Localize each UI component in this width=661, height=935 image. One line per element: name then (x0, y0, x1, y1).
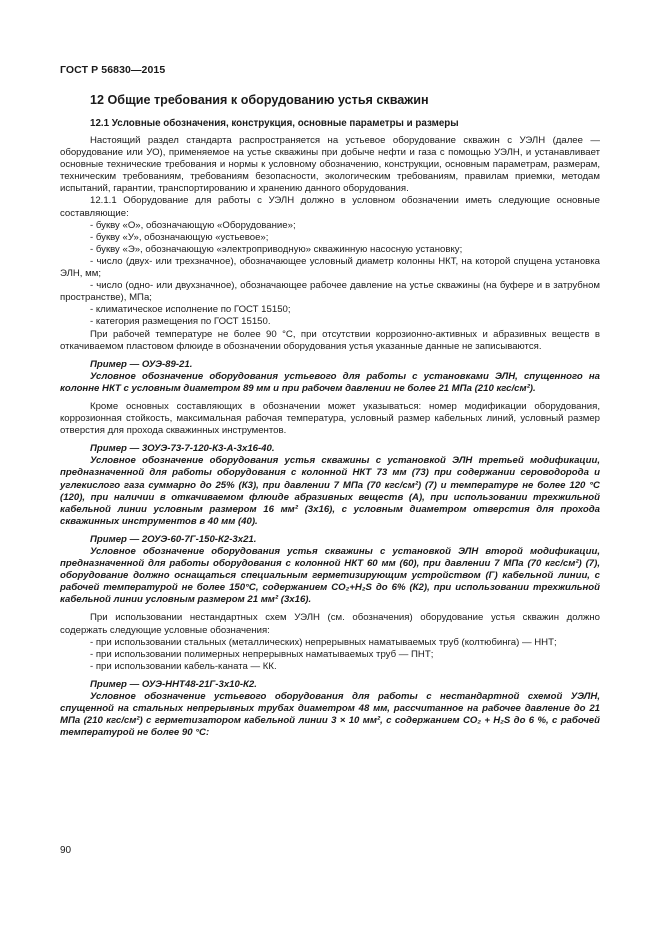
list-item: - при использовании полимерных непрерывных наматываемых труб — ПНТ; (90, 648, 434, 660)
standard-header: ГОСТ Р 56830—2015 (60, 64, 166, 76)
list-item: - категория размещения по ГОСТ 15150. (90, 316, 271, 328)
list-item: - климатическое исполнение по ГОСТ 15150; (90, 304, 291, 316)
example-text: Условное обозначение устьевого оборудования для работы с нестандартной схемой УЭЛН, спущенной на стальных непрерывных трубах диаметром 48 мм, рассчитанное на рабочее давление до 21 МПа (210 кгс/см²) с герметизатором кабельной линии 3 × 10 мм², с содержанием CO₂ + H₂S до 6 %, с рабочей температурой не более 90 °С: (60, 691, 600, 739)
intro-paragraph: Настоящий раздел стандарта распространяется на устьевое оборудование скважин с УЭЛН (далее — оборудование или УО), применяемое на устье скважины при добыче нефти и газа с помощью УЭЛН, и устанавливает основные технические требования и нормы к условному обозначению, конструкции, основным параметрам, размерам, техническим требованиям, требованиям безопасности, экологическим требованиям, правилам приемки, методам испытаний, гарантии, транспортированию и хранению данного оборудования. (60, 135, 600, 195)
example-title: Пример — 3ОУЭ-73-7-120-К3-А-3х16-40. (90, 443, 275, 455)
additional-components-paragraph: Кроме основных составляющих в обозначении может указываться: номер модификации оборудования, коррозионная стойкость, максимальная рабочая температура, условный размер кабельных линий, условный размер отверстия для прохода скважинных инструментов. (60, 400, 600, 437)
example-text: Условное обозначение оборудования устья скважины с установкой ЭЛН второй модификации, предназначенной для работы оборудования с колонной НКТ 60 мм (60), при давлении 7 МПа (70 кгс/см²) (7), оборудование должно оснащаться специальным герметизирующим устройством (Г) кабельной линии, с рабочей температурой не более 150°С, содержанием CO₂+H₂S до 6% (К2), при использовании трехжильной кабельной линии условным размером 21 мм² (3х16). (60, 546, 600, 606)
list-item: - при использовании кабель-каната — КК. (90, 660, 277, 672)
list-item: - букву «У», обозначающую «устьевое»; (90, 231, 269, 243)
example-text: Условное обозначение оборудования устьевого для работы с установками ЭЛН, спущенного на колонне НКТ с условным диаметром 89 мм и при рабочем давлении не более 21 МПа (210 кгс/см²). (60, 370, 600, 394)
subsection-title: 12.1 Условные обозначения, конструкция, основные параметры и размеры (90, 118, 459, 129)
list-item: - число (одно- или двухзначное), обозначающее рабочее давление на устье скважины (на буфере и в затрубном пространстве), МПа; (60, 280, 600, 304)
list-item: - букву «Э», обозначающую «электроприводную» скважинную насосную установку; (90, 243, 463, 255)
nonstandard-schemes-paragraph: При использовании нестандартных схем УЭЛН (см. обозначения) оборудование устья скважин должно содержать следующие условные обозначения: (60, 612, 600, 636)
example-title: Пример — ОУЭ-ННТ48-21Г-3х10-К2. (90, 678, 257, 690)
section-title: 12 Общие требования к оборудованию устья скважин (90, 93, 429, 107)
example-title: Пример — 2ОУЭ-60-7Г-150-К2-3х21. (90, 533, 257, 545)
page-number: 90 (60, 845, 72, 856)
list-item: - букву «О», обозначающую «Оборудование»; (90, 219, 296, 231)
list-item: - при использовании стальных (металлических) непрерывных наматываемых труб (колтюбинга) — ННТ; (90, 636, 557, 648)
document-body (60, 92, 600, 745)
list-item: - число (двух- или трехзначное), обозначающее условный диаметр колонны НКТ, на которой спущена установка ЭЛН, мм; (60, 255, 600, 280)
example-text: Условное обозначение оборудования устья скважины с установкой ЭЛН третьей модификации, предназначенной для работы оборудования с колонной НКТ 73 мм (73) при содержании сероводорода и углекислого газа суммарно до 25% (К3), при давлении 7 МПа (70 кгс/см²) (7) и температуре не более 120 °С (120), при наличии в откачиваемом флюиде абразивных веществ (А), при использовании трехжильной кабельной линии условным размером 16 мм² (3х16), с условным диаметром отверстия для прохода скважинных инструментов в 40 мм (40). (60, 455, 600, 527)
temperature-paragraph: При рабочей температуре не более 90 °С, при отсутствии коррозионно-активных и абразивных веществ в откачиваемом пластовом флюиде в обозначении оборудования устья указанные данные не записываются. (60, 328, 600, 352)
clause-12-1-1: 12.1.1 Оборудование для работы с УЭЛН должно в условном обозначении иметь следующие основные составляющие: (60, 195, 600, 219)
example-title: Пример — ОУЭ-89-21. (90, 358, 193, 370)
